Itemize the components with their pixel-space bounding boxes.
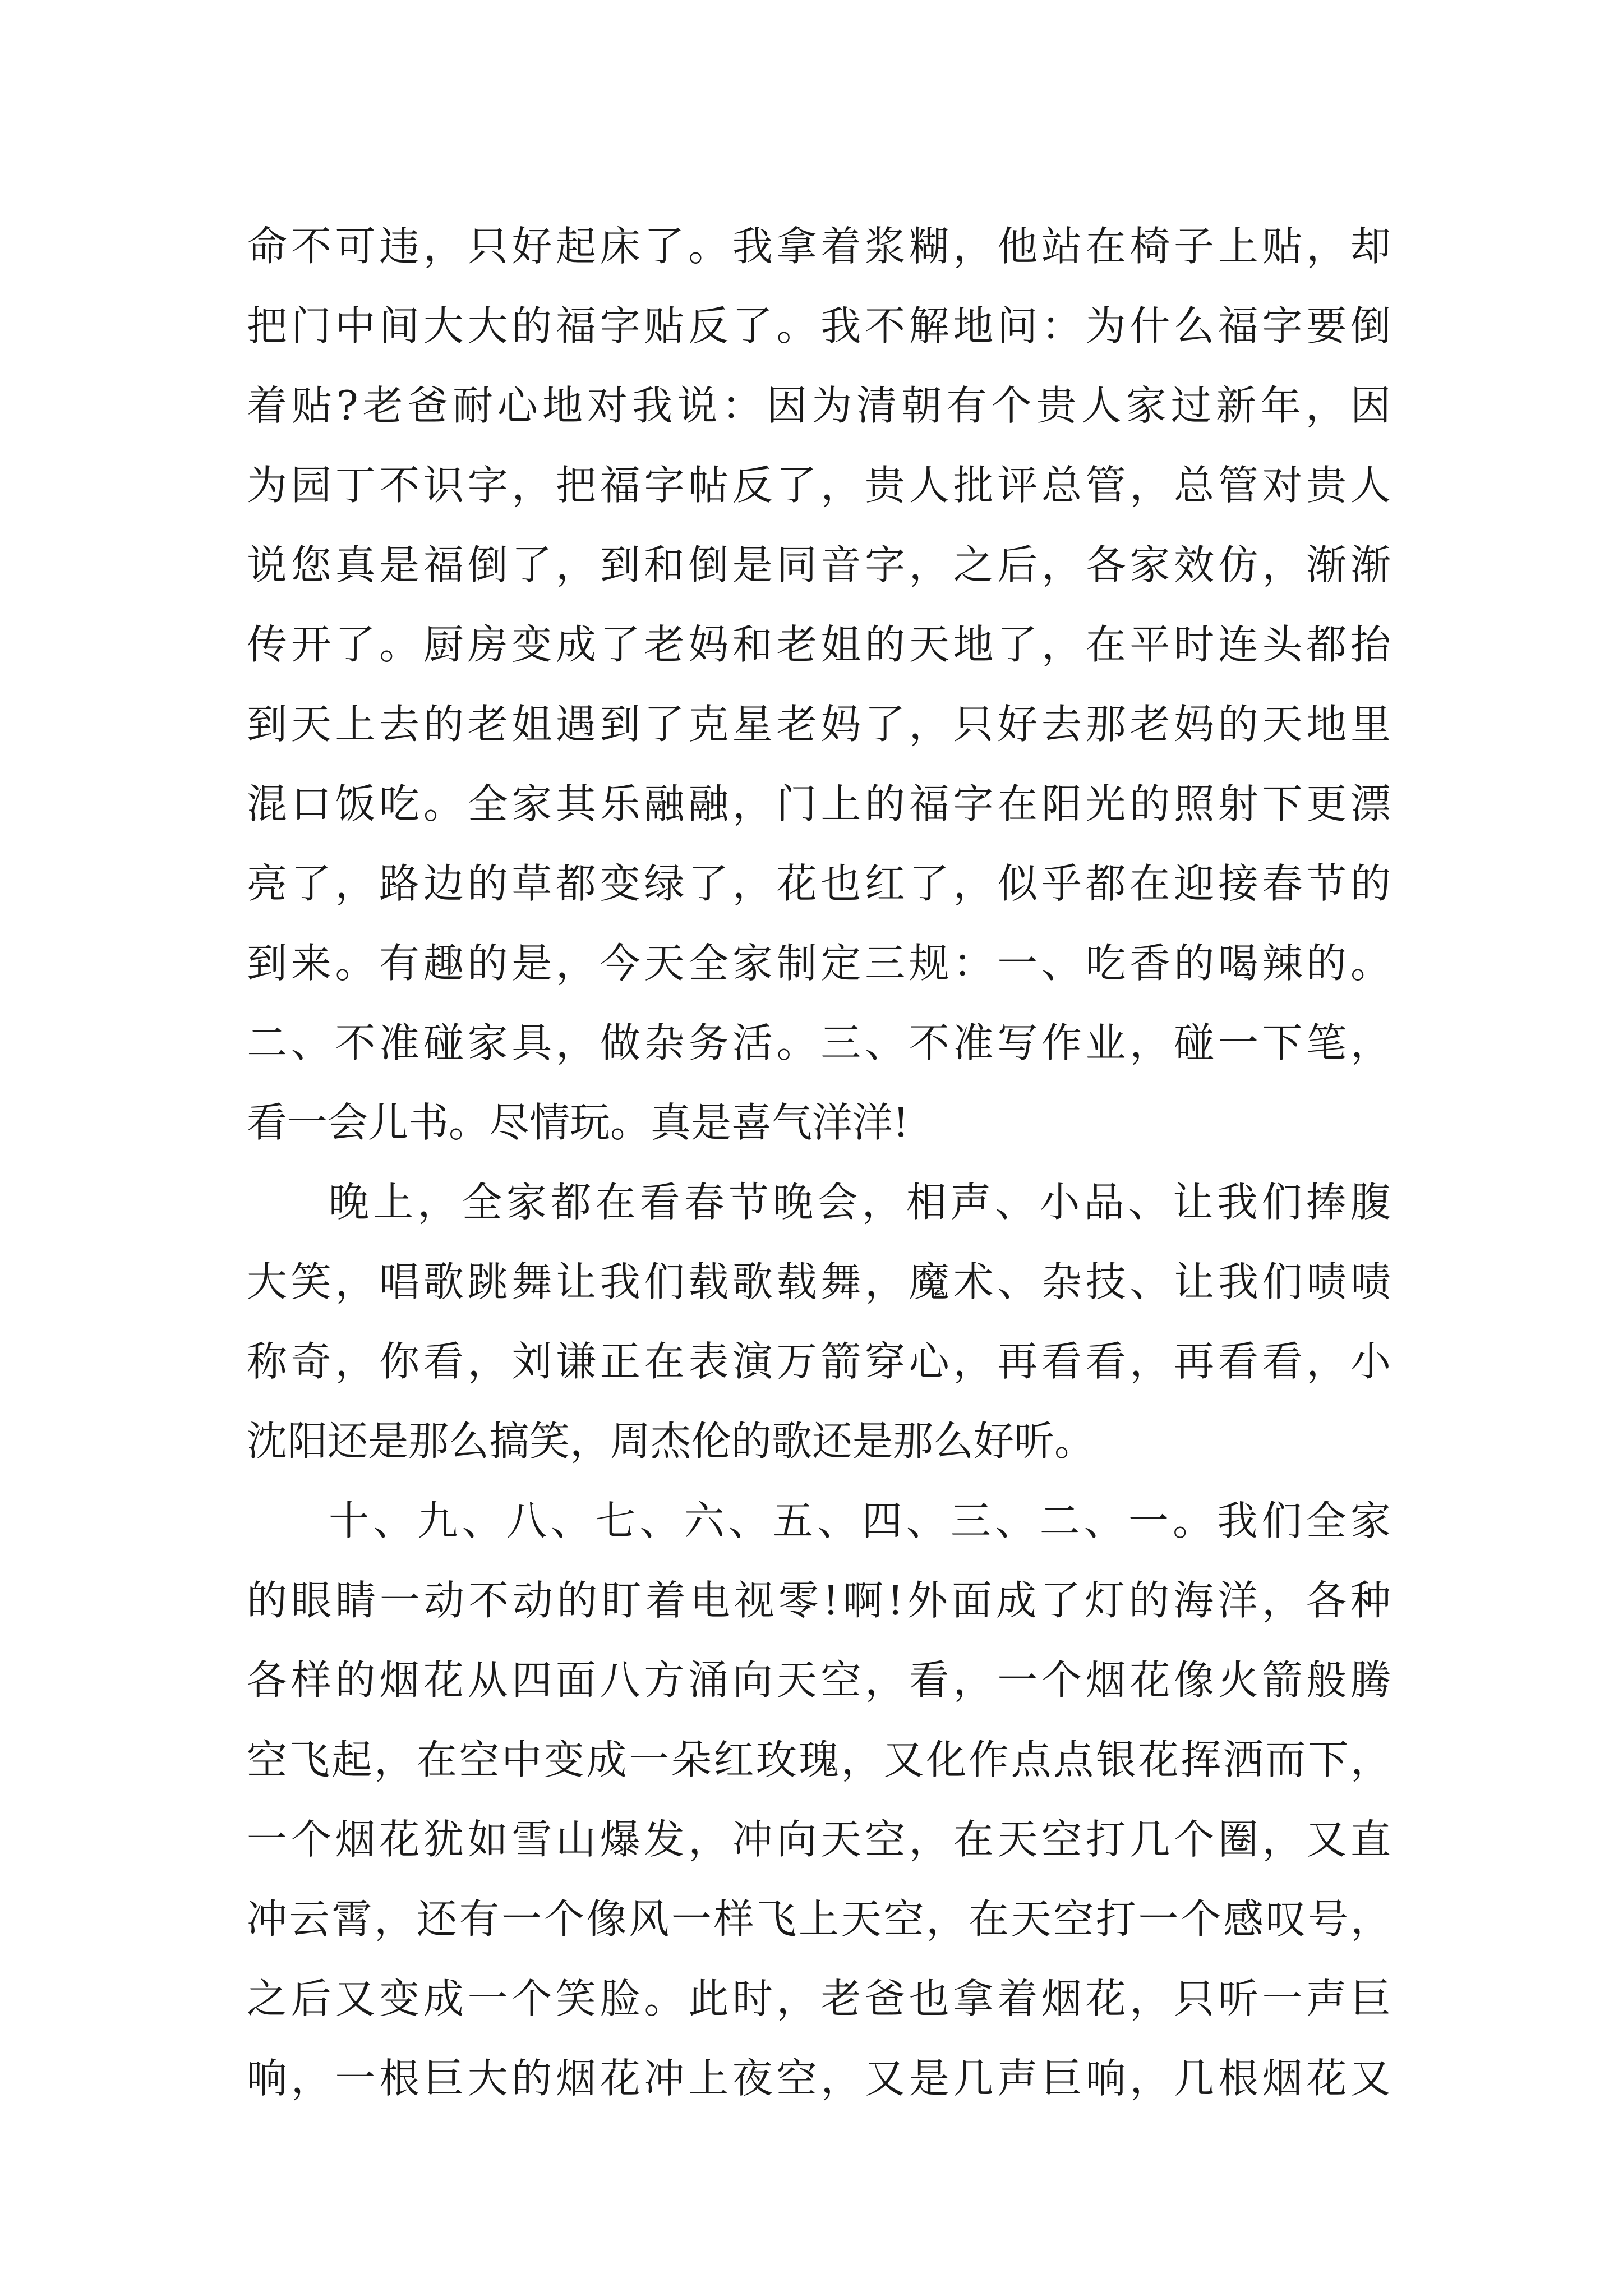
text-line: 之后又变成一个笑脸。此时，老爸也拿着烟花，只听一声巨 [247, 1975, 1391, 2022]
text-line: 空飞起，在空中变成一朵红玫瑰，又化作点点银花挥洒而下， [247, 1736, 1391, 1783]
text-line: 亮了，路边的草都变绿了，花也红了，似乎都在迎接春节的 [247, 860, 1391, 907]
text-line: 说您真是福倒了，到和倒是同音字，之后，各家效仿，渐渐 [247, 541, 1391, 588]
text-line: 把门中间大大的福字贴反了。我不解地问：为什么福字要倒 [247, 302, 1391, 349]
paragraph-3 [247, 1481, 1391, 2118]
paragraph-2 [247, 1162, 1391, 1481]
text-line: 到天上去的老姐遇到了克星老妈了，只好去那老妈的天地里 [247, 701, 1391, 748]
text-line: 一个烟花犹如雪山爆发，冲向天空，在天空打几个圈，又直 [247, 1816, 1391, 1863]
text-line: 冲云霄，还有一个像风一样飞上天空，在天空打一个感叹号， [247, 1895, 1391, 1943]
text-line: 混口饭吃。全家其乐融融，门上的福字在阳光的照射下更漂 [247, 780, 1391, 827]
text-line: 二、不准碰家具，做杂务活。三、不准写作业，碰一下笔， [247, 1019, 1391, 1066]
text-line: 命不可违，只好起床了。我拿着浆糊，他站在椅子上贴，却 [247, 223, 1391, 270]
text-line: 传开了。厨房变成了老妈和老姐的天地了，在平时连头都抬 [247, 621, 1391, 668]
text-line: 晚上，全家都在看春节晚会，相声、小品、让我们捧腹 [329, 1179, 1391, 1226]
text-line: 大笑，唱歌跳舞让我们载歌载舞，魔术、杂技、让我们啧啧 [247, 1258, 1391, 1305]
body-text [247, 206, 1391, 2118]
text-line: 着贴?老爸耐心地对我说：因为清朝有个贵人家过新年，因 [247, 382, 1391, 429]
text-line: 的眼睛一动不动的盯着电视零!啊!外面成了灯的海洋，各种 [247, 1577, 1391, 1624]
text-line: 称奇，你看，刘谦正在表演万箭穿心，再看看，再看看，小 [247, 1338, 1391, 1385]
text-line: 响，一根巨大的烟花冲上夜空，又是几声巨响，几根烟花又 [247, 2055, 1391, 2102]
text-line: 到来。有趣的是，今天全家制定三规：一、吃香的喝辣的。 [247, 940, 1391, 987]
text-line: 为园丁不识字，把福字帖反了，贵人批评总管，总管对贵人 [247, 462, 1391, 509]
paragraph-1 [247, 206, 1391, 1162]
text-line: 看一会儿书。尽情玩。真是喜气洋洋! [247, 1099, 909, 1146]
text-line: 各样的烟花从四面八方涌向天空，看，一个烟花像火箭般腾 [247, 1657, 1391, 1704]
text-line: 沈阳还是那么搞笑，周杰伦的歌还是那么好听。 [247, 1418, 1095, 1465]
text-line: 十、九、八、七、六、五、四、三、二、一。我们全家 [329, 1497, 1391, 1544]
